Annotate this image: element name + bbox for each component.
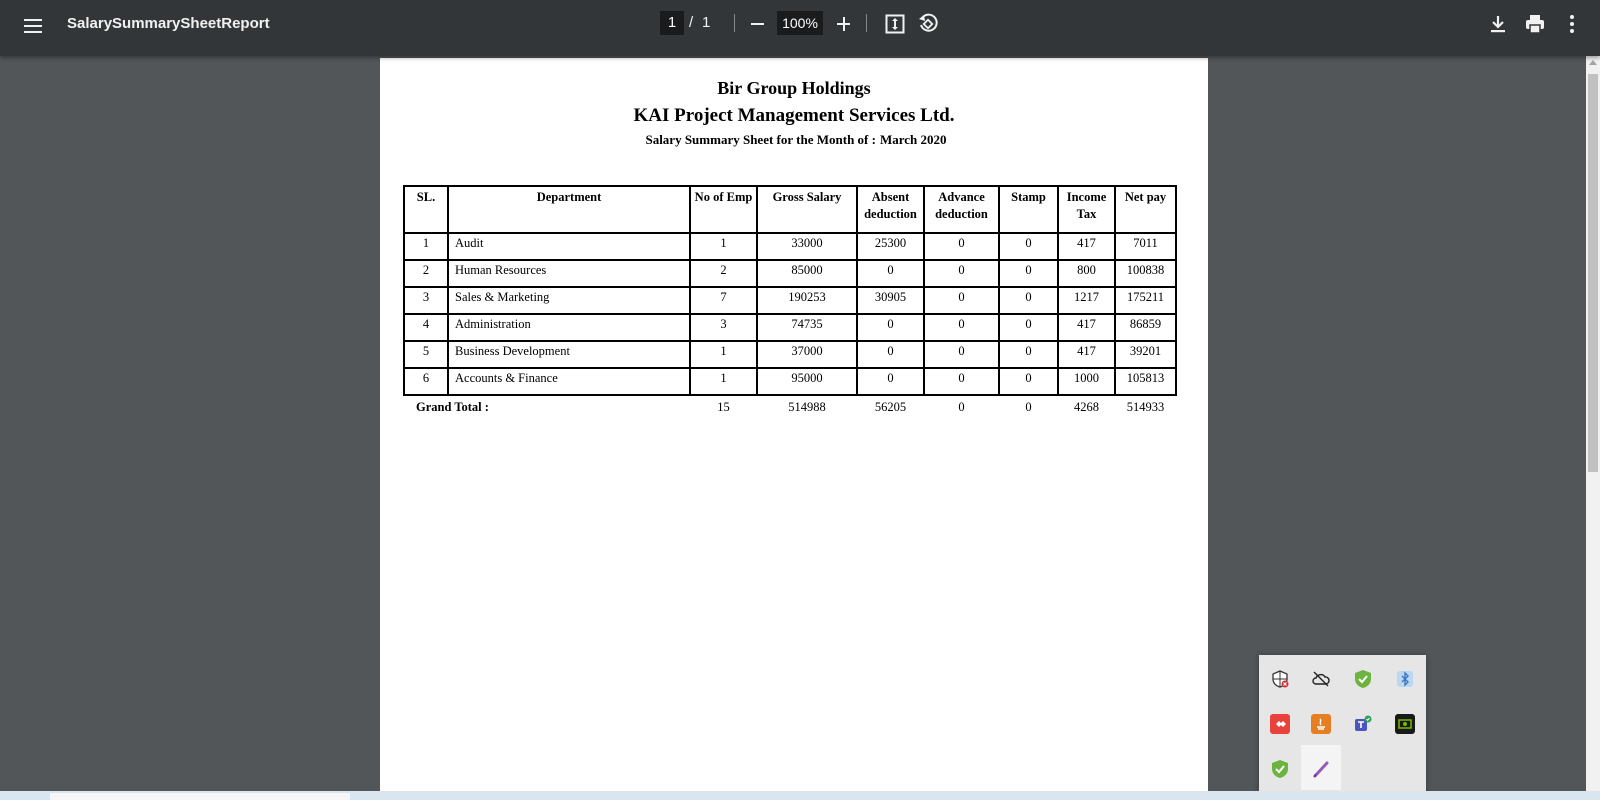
download-icon[interactable] <box>1486 12 1510 36</box>
zoom-out-icon[interactable] <box>748 12 768 34</box>
cell-no-of-emp: 7 <box>690 287 757 314</box>
cell-gross: 190253 <box>757 287 857 314</box>
document-title: SalarySummarySheetReport <box>67 15 270 32</box>
cell-advance: 0 <box>924 314 999 341</box>
col-advance-line-1: Advance <box>938 190 985 204</box>
menu-icon[interactable] <box>22 15 44 37</box>
cell-absent: 25300 <box>857 233 924 260</box>
cell-absent: 0 <box>857 341 924 368</box>
cell-stamp: 0 <box>999 368 1058 395</box>
col-tax-line-1: Income <box>1066 190 1107 204</box>
cell-net: 105813 <box>1115 368 1176 395</box>
col-department: Department <box>448 186 690 233</box>
col-gross-salary: Gross Salary <box>757 186 857 233</box>
table-row <box>404 287 1176 314</box>
cell-net: 100838 <box>1115 260 1176 287</box>
page-number-input[interactable]: 1 <box>660 11 684 35</box>
report-subtitle <box>380 132 1208 148</box>
total-gross: 514988 <box>788 400 826 414</box>
cell-sl: 4 <box>404 314 448 341</box>
cell-advance: 0 <box>924 233 999 260</box>
table-header-row <box>404 186 1176 233</box>
col-absent-line-2: deduction <box>864 207 917 221</box>
col-sl: SL. <box>404 186 448 233</box>
col-net-pay: Net pay <box>1115 186 1176 233</box>
cell-department: Administration <box>448 314 690 341</box>
total-absent: 56205 <box>874 400 907 414</box>
page-separator: / <box>689 14 694 31</box>
print-icon[interactable] <box>1523 12 1547 36</box>
table-row <box>404 260 1176 287</box>
total-net: 514933 <box>1126 400 1165 414</box>
cell-absent: 0 <box>857 368 924 395</box>
total-no-of-emp: 15 <box>717 400 730 414</box>
col-stamp: Stamp <box>999 186 1058 233</box>
subtitle-label: Salary Summary Sheet for the Month of : <box>645 132 876 147</box>
col-tax-line-2: Tax <box>1076 207 1097 221</box>
subcompany-name: KAI Project Management Services Ltd. <box>633 105 955 126</box>
pen-icon[interactable] <box>1311 759 1331 779</box>
anydesk-icon[interactable] <box>1270 714 1290 734</box>
cell-advance: 0 <box>924 287 999 314</box>
cell-stamp: 0 <box>999 233 1058 260</box>
cell-tax: 417 <box>1058 314 1115 341</box>
cell-net: 175211 <box>1115 287 1176 314</box>
cell-no-of-emp: 1 <box>690 341 757 368</box>
table-row <box>404 341 1176 368</box>
zoom-level-input[interactable]: 100% <box>777 11 823 35</box>
cell-sl: 3 <box>404 287 448 314</box>
check-shield-icon[interactable] <box>1353 669 1373 689</box>
cell-department: Business Development <box>448 341 690 368</box>
cell-absent: 0 <box>857 314 924 341</box>
cell-gross: 74735 <box>757 314 857 341</box>
cell-absent: 0 <box>857 260 924 287</box>
report-month: March 2020 <box>879 132 947 147</box>
cell-no-of-emp: 1 <box>690 368 757 395</box>
cell-no-of-emp: 1 <box>690 233 757 260</box>
cell-net: 86859 <box>1115 314 1176 341</box>
cell-advance: 0 <box>924 341 999 368</box>
cell-tax: 1000 <box>1058 368 1115 395</box>
col-income-tax <box>1058 186 1115 233</box>
cell-stamp: 0 <box>999 341 1058 368</box>
col-advance-line-2: deduction <box>935 207 988 221</box>
fit-page-icon[interactable] <box>883 12 907 36</box>
cell-gross: 33000 <box>757 233 857 260</box>
cloud-offline-icon[interactable] <box>1311 669 1331 689</box>
system-tray-popup <box>1259 655 1426 800</box>
bluetooth-icon[interactable] <box>1395 669 1415 689</box>
divider <box>866 14 867 32</box>
cell-sl: 1 <box>404 233 448 260</box>
cell-sl: 2 <box>404 260 448 287</box>
table-row <box>404 233 1176 260</box>
check-shield-icon[interactable] <box>1270 759 1290 779</box>
cell-sl: 5 <box>404 341 448 368</box>
cell-absent: 30905 <box>857 287 924 314</box>
cell-department: Human Resources <box>448 260 690 287</box>
cell-stamp: 0 <box>999 287 1058 314</box>
more-options-icon[interactable] <box>1560 12 1584 36</box>
cell-department: Sales & Marketing <box>448 287 690 314</box>
cell-gross: 37000 <box>757 341 857 368</box>
col-absent-deduction <box>857 186 924 233</box>
cell-gross: 95000 <box>757 368 857 395</box>
col-absent-line-1: Absent <box>871 190 910 204</box>
cell-sl: 6 <box>404 368 448 395</box>
page-total: 1 <box>702 14 711 31</box>
cell-department: Accounts & Finance <box>448 368 690 395</box>
cell-advance: 0 <box>924 368 999 395</box>
cell-tax: 417 <box>1058 341 1115 368</box>
table-row <box>404 314 1176 341</box>
cell-advance: 0 <box>924 260 999 287</box>
taskbar-search-area[interactable] <box>50 793 350 800</box>
zoom-in-icon[interactable] <box>834 12 854 34</box>
grand-total-row <box>404 395 1176 422</box>
cell-tax: 800 <box>1058 260 1115 287</box>
rotate-icon[interactable] <box>916 12 940 36</box>
cell-no-of-emp: 3 <box>690 314 757 341</box>
cell-net: 39201 <box>1115 341 1176 368</box>
col-advance-deduction <box>924 186 999 233</box>
scroll-up-arrow-icon[interactable] <box>1589 60 1597 65</box>
pdf-page <box>380 58 1208 800</box>
cell-stamp: 0 <box>999 314 1058 341</box>
col-no-of-emp: No of Emp <box>690 186 757 233</box>
nvidia-icon[interactable] <box>1395 714 1415 734</box>
total-advance: 0 <box>958 400 965 414</box>
java-icon[interactable] <box>1311 714 1331 734</box>
scrollbar-thumb[interactable] <box>1588 74 1598 472</box>
teams-icon[interactable] <box>1353 714 1373 734</box>
table-row <box>404 368 1176 395</box>
security-shield-icon[interactable] <box>1270 669 1290 689</box>
cell-no-of-emp: 2 <box>690 260 757 287</box>
cell-stamp: 0 <box>999 260 1058 287</box>
total-stamp: 0 <box>1025 400 1032 414</box>
grand-total-label: Grand Total : <box>416 400 489 414</box>
salary-table <box>403 185 1177 422</box>
cell-gross: 85000 <box>757 260 857 287</box>
cell-department: Audit <box>448 233 690 260</box>
cell-tax: 1217 <box>1058 287 1115 314</box>
cell-tax: 417 <box>1058 233 1115 260</box>
pdf-toolbar <box>0 0 1600 56</box>
company-name: Bir Group Holdings <box>717 78 871 98</box>
cell-net: 7011 <box>1115 233 1176 260</box>
divider <box>734 14 735 32</box>
total-tax: 4268 <box>1074 400 1099 414</box>
